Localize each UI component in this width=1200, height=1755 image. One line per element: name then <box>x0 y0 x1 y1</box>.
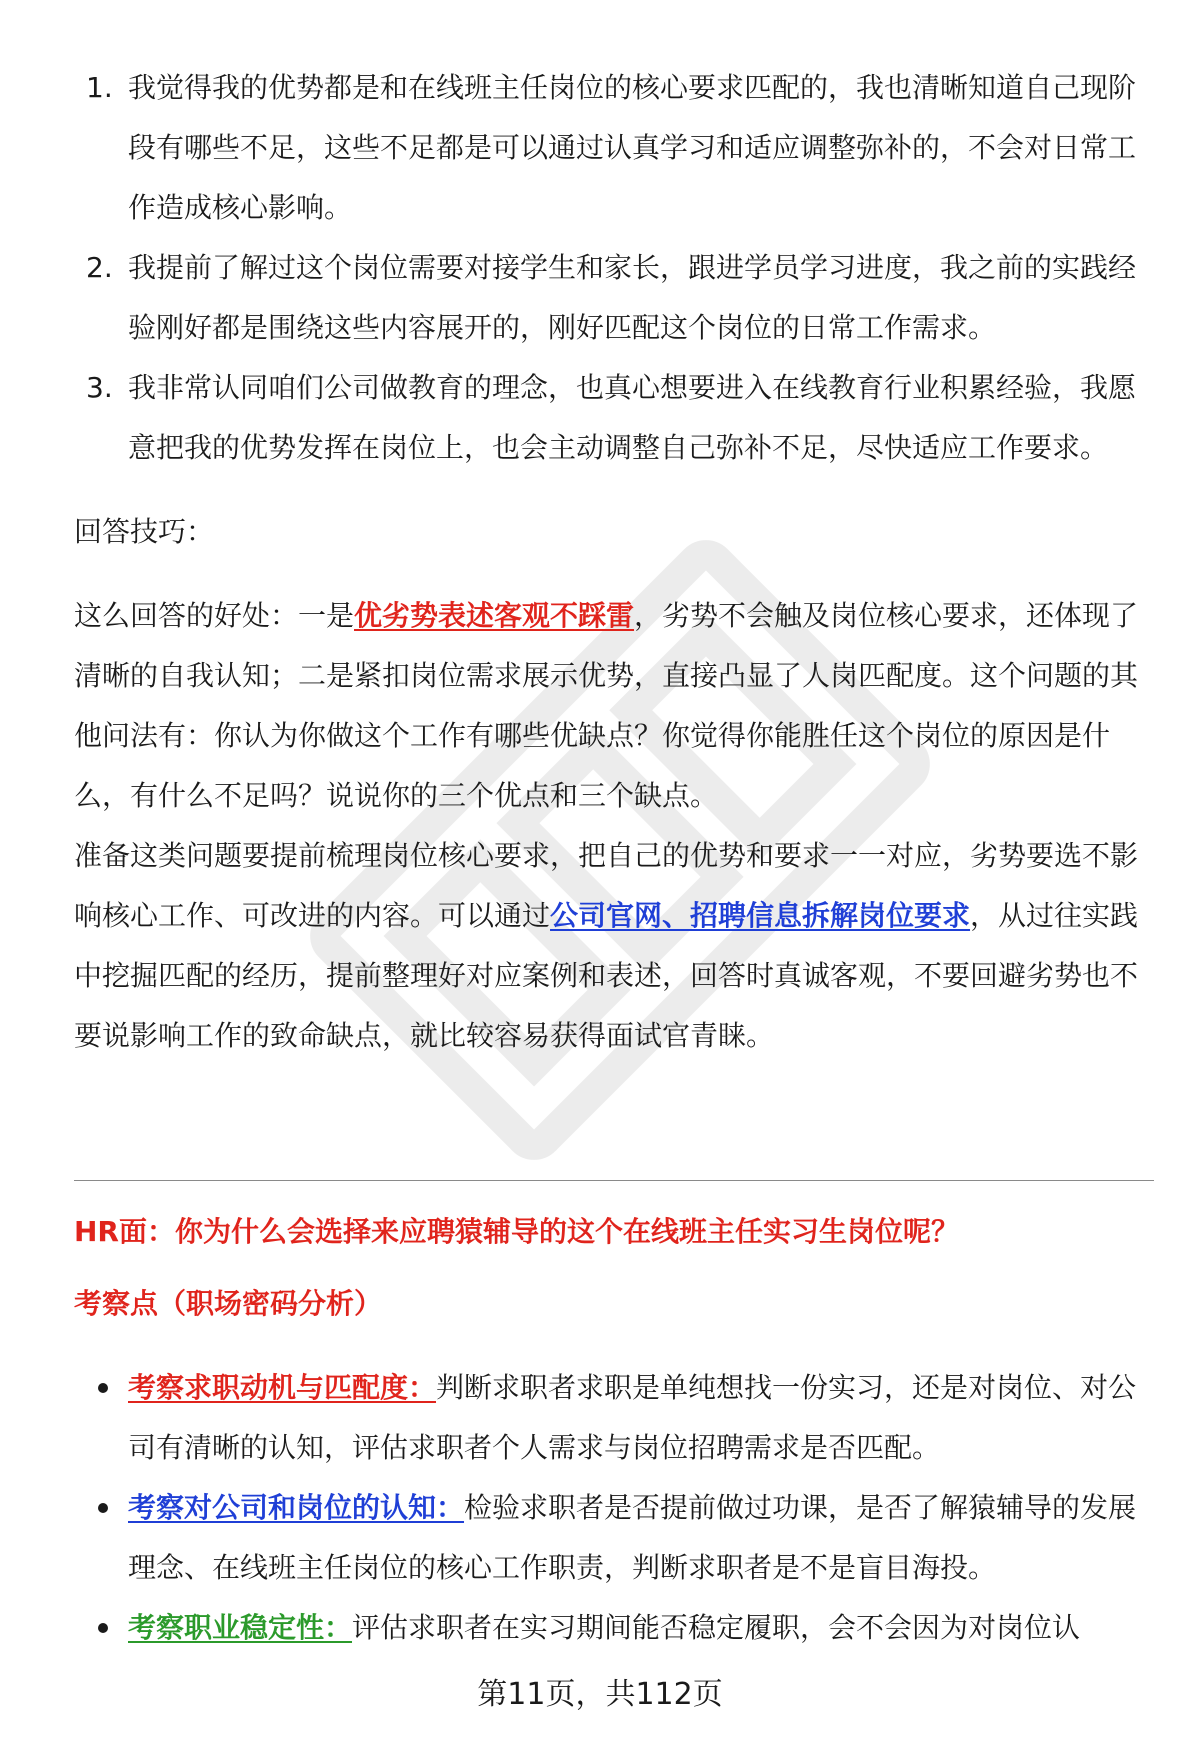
point-text: 检验求职者是否提前做过功课，是否了解猿辅导的发展理念、在线班主任岗位的核心工作职责，判断求职者是不是盲目海投。 <box>128 1491 1137 1584</box>
list-item <box>74 1478 1150 1598</box>
list-item <box>74 58 1150 238</box>
bullet-icon <box>98 1623 108 1633</box>
list-item <box>74 238 1150 358</box>
point-title: 考察对公司和岗位的认知： <box>128 1491 465 1524</box>
list-item-text: 我非常认同咱们公司做教育的理念，也真心想要进入在线教育行业积累经验，我愿意把我的优势发挥在岗位上，也会主动调整自己弥补不足，尽快适应工作要求。 <box>128 371 1137 464</box>
text-run: 准备这类问题要提前梳理岗位核心要求，把自己的优势和要求一一对应，劣势要选不影响核心工作、可改进的内容。可以通过 <box>74 839 1139 932</box>
section-divider <box>74 1180 1154 1181</box>
highlight-text: 优劣势表述客观不踩雷 <box>354 599 635 632</box>
hr-section <box>74 1202 1150 1658</box>
tips-paragraph-1 <box>74 586 1150 826</box>
hr-question-heading: HR面：你为什么会选择来应聘猿辅导的这个在线班主任实习生岗位呢？ <box>74 1215 959 1248</box>
list-item-text: 我觉得我的优势都是和在线班主任岗位的核心要求匹配的，我也清晰知道自己现阶段有哪些不足，这些不足都是可以通过认真学习和适应调整弥补的，不会对日常工作造成核心影响。 <box>128 71 1137 224</box>
text-run: 这么回答的好处：一是 <box>74 599 355 632</box>
text-run: ，从过往实践中挖掘匹配的经历，提前整理好对应案例和表述，回答时真诚客观，不要回避劣势也不要说影响工作的致命缺点，就比较容易获得面试官青睐。 <box>74 899 1139 1052</box>
highlight-text: 公司官网、招聘信息拆解岗位要求 <box>550 899 971 932</box>
list-item-text: 我提前了解过这个岗位需要对接学生和家长，跟进学员学习进度，我之前的实践经验刚好都是围绕这些内容展开的，刚好匹配这个岗位的日常工作需求。 <box>128 251 1137 344</box>
bullet-icon <box>98 1383 108 1393</box>
point-text: 判断求职者求职是单纯想找一份实习，还是对岗位、对公司有清晰的认知，评估求职者个人需求与岗位招聘需求是否匹配。 <box>128 1371 1137 1464</box>
point-text: 评估求职者在实习期间能否稳定履职，会不会因为对岗位认 <box>352 1611 1081 1644</box>
page-number: 第11页，共112页 <box>477 1677 723 1712</box>
list-number: 1. <box>86 71 113 104</box>
point-title: 考察求职动机与匹配度： <box>128 1371 437 1404</box>
point-title: 考察职业稳定性： <box>128 1611 353 1644</box>
list-item <box>74 358 1150 478</box>
list-item <box>74 1358 1150 1478</box>
assessment-subheading: 考察点（职场密码分析） <box>74 1287 383 1320</box>
assessment-points <box>74 1358 1150 1658</box>
tips-label: 回答技巧： <box>74 515 215 548</box>
main-content <box>74 58 1150 1066</box>
list-item <box>74 1598 1150 1658</box>
bullet-icon <box>98 1503 108 1513</box>
tips-paragraph-2 <box>74 826 1150 1066</box>
answer-list <box>74 58 1150 478</box>
text-run: ，劣势不会触及岗位核心要求，还体现了清晰的自我认知；二是紧扣岗位需求展示优势，直接凸显了人岗匹配度。这个问题的其他问法有：你认为你做这个工作有哪些优缺点？你觉得你能胜任这个岗位的原因是什么，有什么不足吗？说说你的三个优点和三个缺点。 <box>74 599 1139 812</box>
list-number: 2. <box>86 251 113 284</box>
list-number: 3. <box>86 371 113 404</box>
